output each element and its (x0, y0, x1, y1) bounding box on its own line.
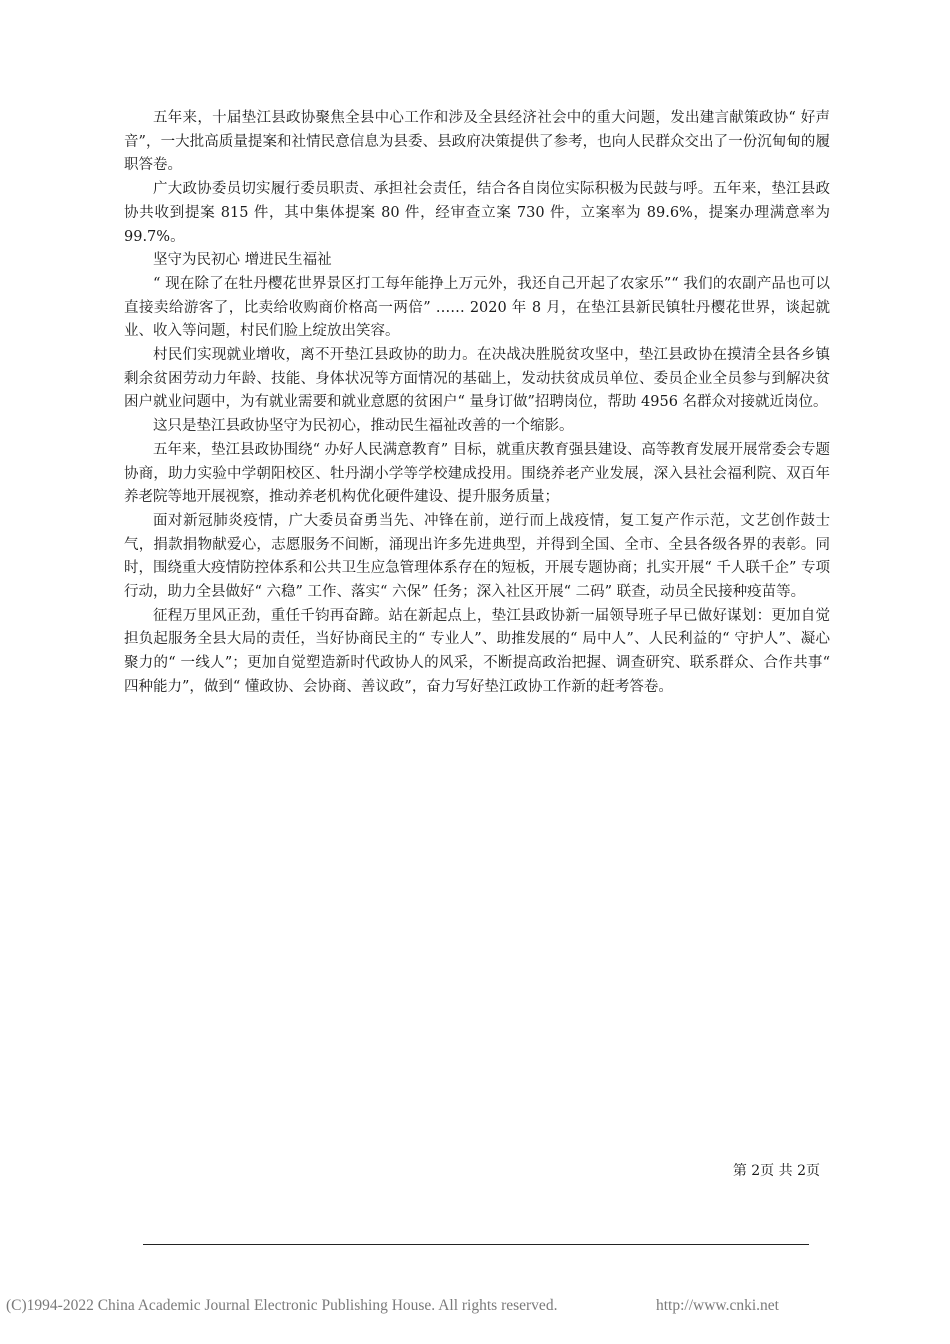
paragraph: 广大政协委员切实履行委员职责、承担社会责任，结合各自岗位实际积极为民鼓与呼。五年来，垫江县政协共收到提案 815 件，其中集体提案 80 件，经审查立案 730 件，立案率为 89.6%，提案办理满意率为 99.7%。 (124, 181, 830, 245)
paragraph: 五年来，垫江县政协围绕“ 办好人民满意教育” 目标，就重庆教育强县建设、高等教育发展开展常委会专题协商，助力实验中学朝阳校区、牡丹湖小学等学校建成投用。围绕养老产业发展，深入县社会福利院、双百年养老院等地开展视察，推动养老机构优化硬件建设、提升服务质量； (124, 441, 830, 506)
paragraph: 村民们实现就业增收，离不开垫江县政协的助力。在决战决胜脱贫攻坚中，垫江县政协在摸清全县各乡镇剩余贫困劳动力年龄、技能、身体状况等方面情况的基础上，发动扶贫成员单位、委员企业全员参与到解决贫困户就业问题中，为有就业需要和就业意愿的贫困户“ 量身订做”招聘岗位，帮助 4956 名群众对接就近岗位。 (124, 347, 830, 411)
article-body (124, 107, 830, 700)
paragraph: 这只是垫江县政协坚守为民初心，推动民生福祉改善的一个缩影。 (153, 418, 574, 435)
footer-divider (143, 1244, 809, 1245)
paragraph: 面对新冠肺炎疫情，广大委员奋勇当先、冲锋在前，逆行而上战疫情，复工复产作示范，文艺创作鼓士气，捐款捐物献爱心，志愿服务不间断，涌现出许多先进典型，并得到全国、全市、全县各级各界的表彰。同时，围绕重大疫情防控体系和公共卫生应急管理体系存在的短板，开展专题协商；扎实开展“ 千人联千企” 专项行动，助力全县做好“ 六稳” 工作、落实“ 六保” 任务；深入社区开展“ 二码” 联查，动员全民接种疫苗等。 (124, 512, 830, 601)
footer-url-link[interactable]: http://www.cnki.net (656, 1297, 779, 1314)
paragraph: 五年来，十届垫江县政协聚焦全县中心工作和涉及全县经济社会中的重大问题，发出建言献策政协“ 好声音”，一大批高质量提案和社情民意信息为县委、县政府决策提供了参考，也向人民群众交出了一份沉甸甸的履职答卷。 (124, 110, 830, 174)
paragraph: “ 现在除了在牡丹樱花世界景区打工每年能挣上万元外，我还自己开起了农家乐”“ 我们的农副产品也可以直接卖给游客了，比卖给收购商价格高一两倍” …… 2020 年 8 月，在垫江县新民镇牡丹樱花世界，谈起就业、收入等问题，村民们脸上绽放出笑容。 (124, 275, 830, 340)
footer-copyright: (C)1994-2022 China Academic Journal Electronic Publishing House. All rights reserved. (6, 1297, 558, 1314)
paragraph: 征程万里风正劲，重任千钧再奋蹄。站在新起点上，垫江县政协新一届领导班子早已做好谋划：更加自觉担负起服务全县大局的责任，当好协商民主的“ 专业人”、助推发展的“ 局中人”、人民利益的“ 守护人”、凝心聚力的“ 一线人”；更加自觉塑造新时代政协人的风采，不断提高政治把握、调查研究、联系群众、合作共事“ 四种能力”，做到“ 懂政协、会协商、善议政”，奋力写好垫江政协工作新的赶考答卷。 (124, 607, 830, 695)
page-number: 第 2页 共 2页 (732, 1163, 820, 1179)
section-heading: 坚守为民初心 增进民生福祉 (153, 252, 332, 269)
